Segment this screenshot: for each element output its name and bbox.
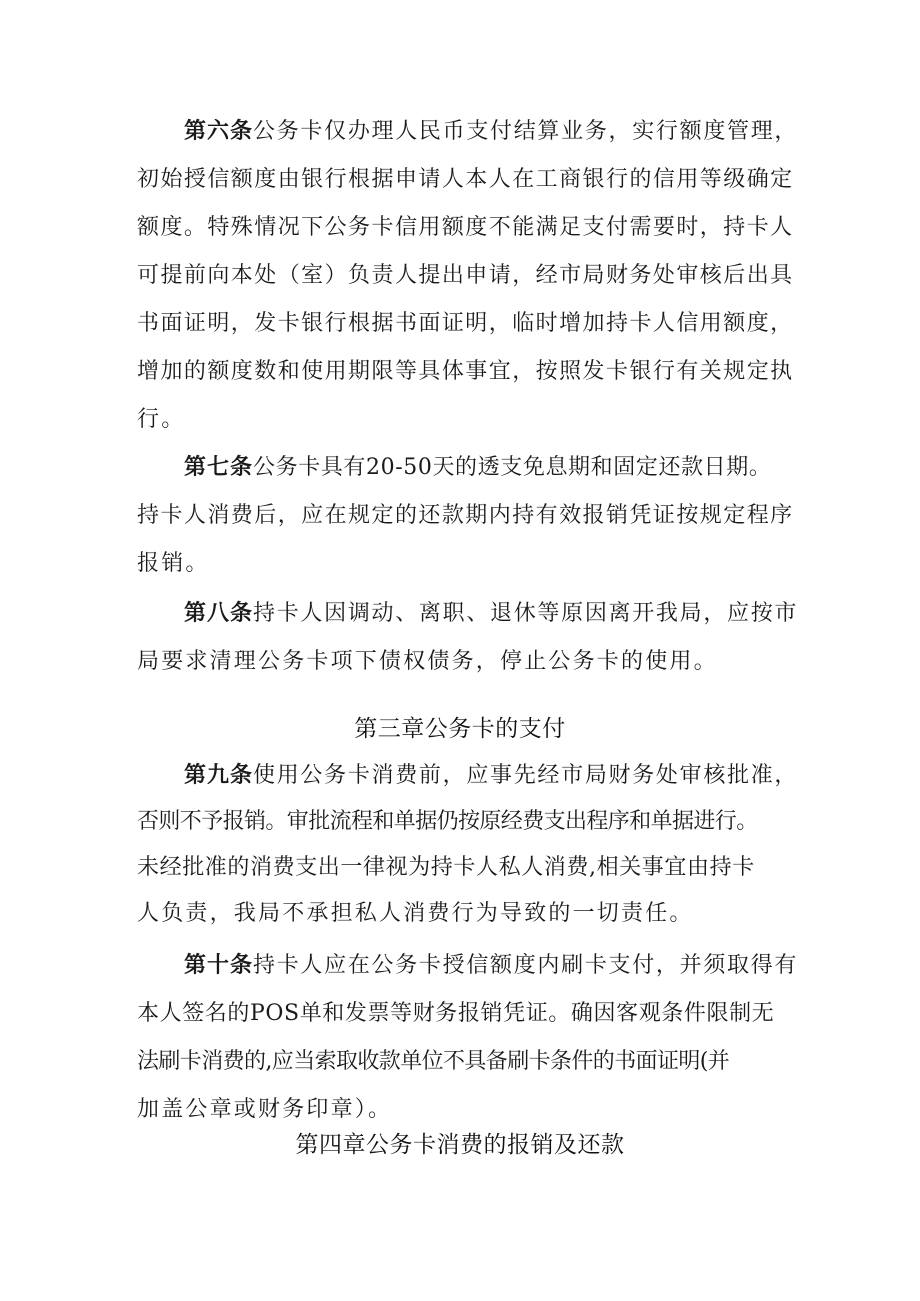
article-6-line-5: 书面证明，发卡银行根据书面证明，临时增加持卡人信用额度， (137, 311, 794, 336)
article-9-heading: 第九条 (184, 763, 254, 788)
article-6-text-1: 公务卡仅办理人民币支付结算业务，实行额度管理， (253, 119, 799, 144)
article-9-text-1: 使用公务卡消费前，应事先经市局财务处审核批准， (253, 763, 799, 788)
article-8-heading: 第八条 (184, 601, 254, 626)
article-9-line-3: 未经批准的消费支出一律视为持卡人私人消费,相关事宜由持卡 (137, 855, 755, 880)
article-8-text-1: 持卡人因调动、离职、退休等原因离开我局，应按市 (253, 601, 799, 626)
article-8-line-1 (184, 594, 797, 634)
article-9-line-1 (184, 756, 797, 796)
article-10-line-1 (184, 946, 797, 986)
article-8-line-2: 局要求清理公务卡项下债权债务，停止公务卡的使用。 (137, 649, 718, 674)
article-7-text-1: 公务卡具有20-50天的透支免息期和固定还款日期。 (253, 455, 772, 480)
article-7-heading: 第七条 (184, 455, 254, 480)
article-10-heading: 第十条 (184, 953, 254, 978)
article-6-line-7: 行。 (137, 407, 186, 432)
article-6-line-2: 初始授信额度由银行根据申请人本人在工商银行的信用等级确定 (137, 167, 794, 192)
article-6-line-6: 增加的额度数和使用期限等具体事宜，按照发卡银行有关规定执 (137, 359, 794, 384)
article-10-line-3: 法刷卡消费的,应当索取收款单位不具备刷卡条件的书面证明(并 (137, 1049, 730, 1074)
chapter-4-heading: 第四章公务卡消费的报销及还款 (295, 1132, 625, 1158)
article-6-line-4: 可提前向本处（室）负责人提出申请，经市局财务处审核后出具 (137, 263, 794, 288)
article-10-text-1: 持卡人应在公务卡授信额度内刷卡支付，并须取得有 (253, 953, 799, 978)
article-9-line-4: 人负责，我局不承担私人消费行为导致的一切责任。 (137, 901, 694, 926)
article-10-line-2: 本人签名的POS单和发票等财务报销凭证。确因客观条件限制无 (137, 1001, 775, 1026)
chapter-3-heading: 第三章公务卡的支付 (354, 716, 566, 742)
article-10-line-4: 加盖公章或财务印章）。 (137, 1097, 393, 1122)
article-7-line-1 (184, 448, 797, 488)
article-9-line-2: 否则不予报销。审批流程和单据仍按原经费支出程序和单据进行。 (137, 809, 758, 834)
article-7-line-2: 持卡人消费后，应在规定的还款期内持有效报销凭证按规定程序 (137, 503, 794, 528)
article-6-heading: 第六条 (184, 119, 254, 144)
article-6-line-1 (184, 112, 797, 152)
article-7-line-3: 报销。 (137, 551, 210, 576)
article-6-line-3: 额度。特殊情况下公务卡信用额度不能满足支付需要时，持卡人 (137, 215, 794, 240)
